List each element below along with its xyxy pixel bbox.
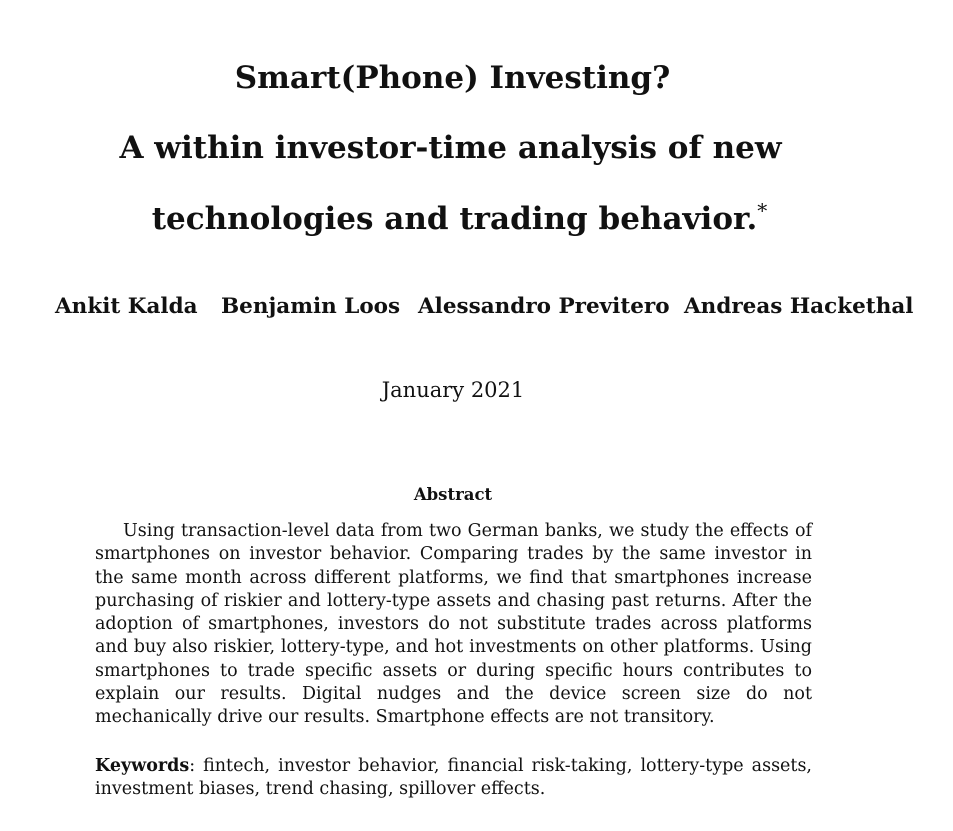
publication-date: January 2021 [381,378,525,402]
author-name: Benjamin Loos [221,294,401,319]
author-name: Alessandro Previtero [418,294,670,319]
abstract-heading: Abstract [413,485,493,504]
author-name: Ankit Kalda [55,294,198,319]
abstract-text: Using transaction-level data from two German banks, we study the effects of smartphones on investor behavior. Comparing trades by the same investor in the same month across different platforms, we find that smartphones increase purchasing of riskier and lottery-type assets and chasing past returns. After the adoption of smartphones, investors do not substitute trades across platforms and buy also riskier, lottery-type, and hot investments on other platforms. Using smartphones to trade specific assets or during specific hours contributes to explain our results. Digital nudges and the device screen size do not mechanically drive our results. Smartphone effects are not transitory. [95,521,812,728]
author-list [55,292,915,322]
title-footnote-marker[interactable]: * [757,198,768,223]
keywords-text: fintech, investor behavior, financial risk-taking, lottery-type assets, investment biases, trend chasing, spillover effects. [95,756,812,800]
title-line-1: Smart(Phone) Investing? [234,60,671,96]
title-line-3-text: technologies and trading behavior. [151,201,758,237]
author-name: Andreas Hackethal [684,294,914,319]
title-line-3 [0,198,936,237]
keywords-label: Keywords [95,756,190,776]
title-line-2: A within investor-time analysis of new [119,130,782,166]
keywords [95,755,812,802]
keywords-separator: : [189,756,196,776]
